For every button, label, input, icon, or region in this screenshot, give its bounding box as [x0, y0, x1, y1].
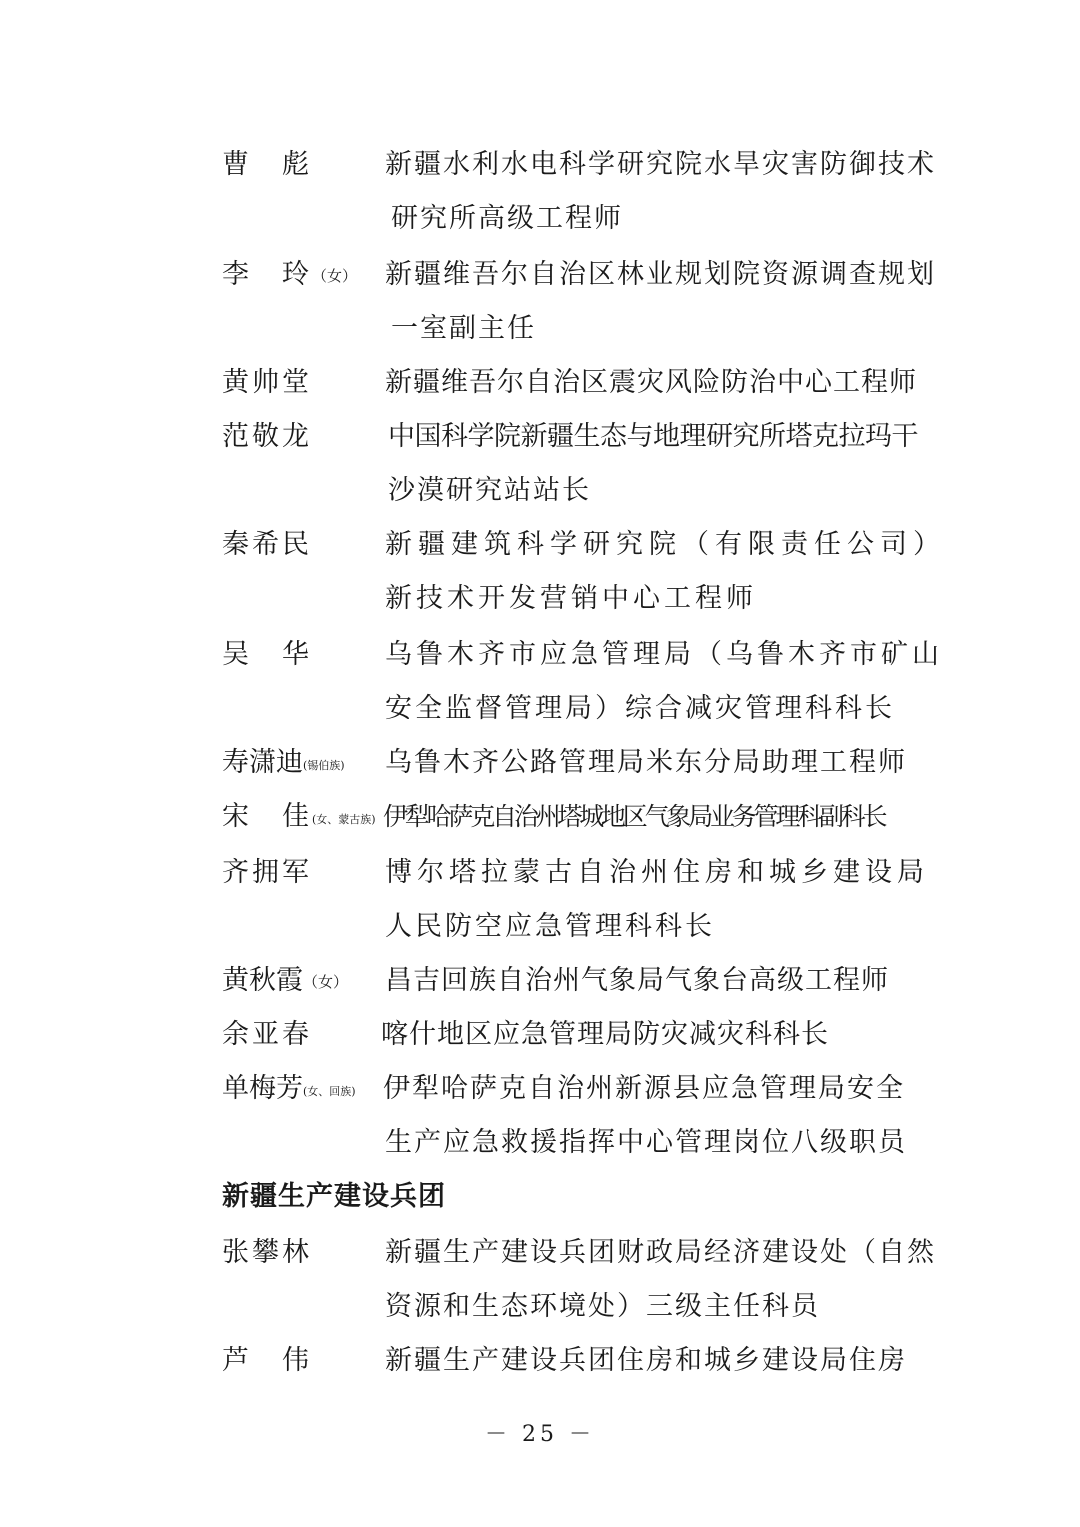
person-name: 曹 彪	[222, 149, 312, 180]
affiliation-line: 乌鲁木齐市应急管理局（乌鲁木齐市矿山	[385, 639, 943, 670]
section-heading: 新疆生产建设兵团	[222, 1181, 446, 1212]
person-name: 范敬龙	[222, 421, 312, 452]
affiliation-line: 新疆建筑科学研究院（有限责任公司）	[385, 529, 946, 560]
person-name: 李 玲	[222, 259, 312, 290]
entry-fan-jinglong	[0, 410, 1080, 506]
entry-lu-wei	[0, 1334, 1080, 1388]
entry-qi-yongjun	[0, 846, 1080, 942]
person-name: 张攀林	[222, 1237, 312, 1268]
entry-zhang-panlin	[0, 1226, 1080, 1322]
entry-wu-hua	[0, 628, 1080, 724]
affiliation-line: 一室副主任	[391, 313, 536, 344]
person-name: 芦 伟	[222, 1345, 312, 1376]
person-name: 齐拥军	[222, 857, 312, 888]
person-name: 黄帅堂	[222, 367, 312, 398]
affiliation-line: 伊犁哈萨克自治州新源县应急管理局安全	[383, 1073, 905, 1104]
entry-huang-shuaitang	[0, 356, 1080, 410]
person-name: 吴 华	[222, 639, 312, 670]
entry-yu-yachun	[0, 1008, 1080, 1062]
affiliation-line: 生产应急救援指挥中心管理岗位八级职员	[385, 1127, 907, 1158]
entry-song-jia	[0, 790, 1080, 844]
entry-qin-ximin	[0, 518, 1080, 614]
entry-li-ling	[0, 248, 1080, 344]
affiliation-line: 伊犁哈萨克自治州塔城地区气象局业务管理科副科长	[383, 802, 885, 831]
affiliation-line: 资源和生态环境处）三级主任科员	[385, 1291, 820, 1322]
affiliation-line: 乌鲁木齐公路管理局米东分局助理工程师	[385, 747, 907, 778]
affiliation-line: 新技术开发营销中心工程师	[385, 583, 757, 614]
affiliation-line: 新疆维吾尔自治区林业规划院资源调查规划	[385, 259, 936, 290]
entry-shan-meifang	[0, 1062, 1080, 1158]
entry-cao-biao	[0, 138, 1080, 234]
affiliation-line: 安全监督管理局）综合减灾管理科科长	[385, 693, 895, 724]
person-name: 单梅芳	[222, 1073, 303, 1104]
affiliation-line: 新疆生产建设兵团财政局经济建设处（自然	[385, 1237, 936, 1268]
person-note: (锡伯族)	[303, 759, 345, 772]
person-note: （女）	[312, 267, 358, 285]
affiliation-line: 中国科学院新疆生态与地理研究所塔克拉玛干	[388, 421, 918, 452]
person-note: (女、回族)	[303, 1085, 356, 1098]
affiliation-line: 喀什地区应急管理局防灾减灾科科长	[381, 1019, 829, 1050]
person-name: 宋 佳	[222, 801, 312, 832]
affiliation-line: 博尔塔拉蒙古自治州住房和城乡建设局	[385, 857, 929, 888]
affiliation-line: 新疆生产建设兵团住房和城乡建设局住房	[385, 1345, 907, 1376]
affiliation-line: 昌吉回族自治州气象局气象台高级工程师	[385, 965, 889, 996]
affiliation-line: 新疆维吾尔自治区震灾风险防治中心工程师	[385, 367, 917, 398]
page-number: － 25 －	[485, 1422, 595, 1447]
affiliation-line: 研究所高级工程师	[391, 203, 623, 234]
entry-shou-xiaodi	[0, 736, 1080, 790]
person-name: 秦希民	[222, 529, 312, 560]
affiliation-line: 新疆水利水电科学研究院水旱灾害防御技术	[385, 149, 936, 180]
person-note: (女、蒙古族)	[312, 813, 376, 826]
person-name: 寿潇迪	[222, 747, 303, 778]
person-name: 余亚春	[222, 1019, 312, 1050]
affiliation-line: 人民防空应急管理科科长	[385, 911, 715, 942]
person-name: 黄秋霞	[222, 965, 303, 996]
affiliation-line: 沙漠研究站站长	[388, 475, 591, 506]
person-note: （女）	[303, 973, 349, 991]
entry-huang-qiuxia	[0, 954, 1080, 1008]
